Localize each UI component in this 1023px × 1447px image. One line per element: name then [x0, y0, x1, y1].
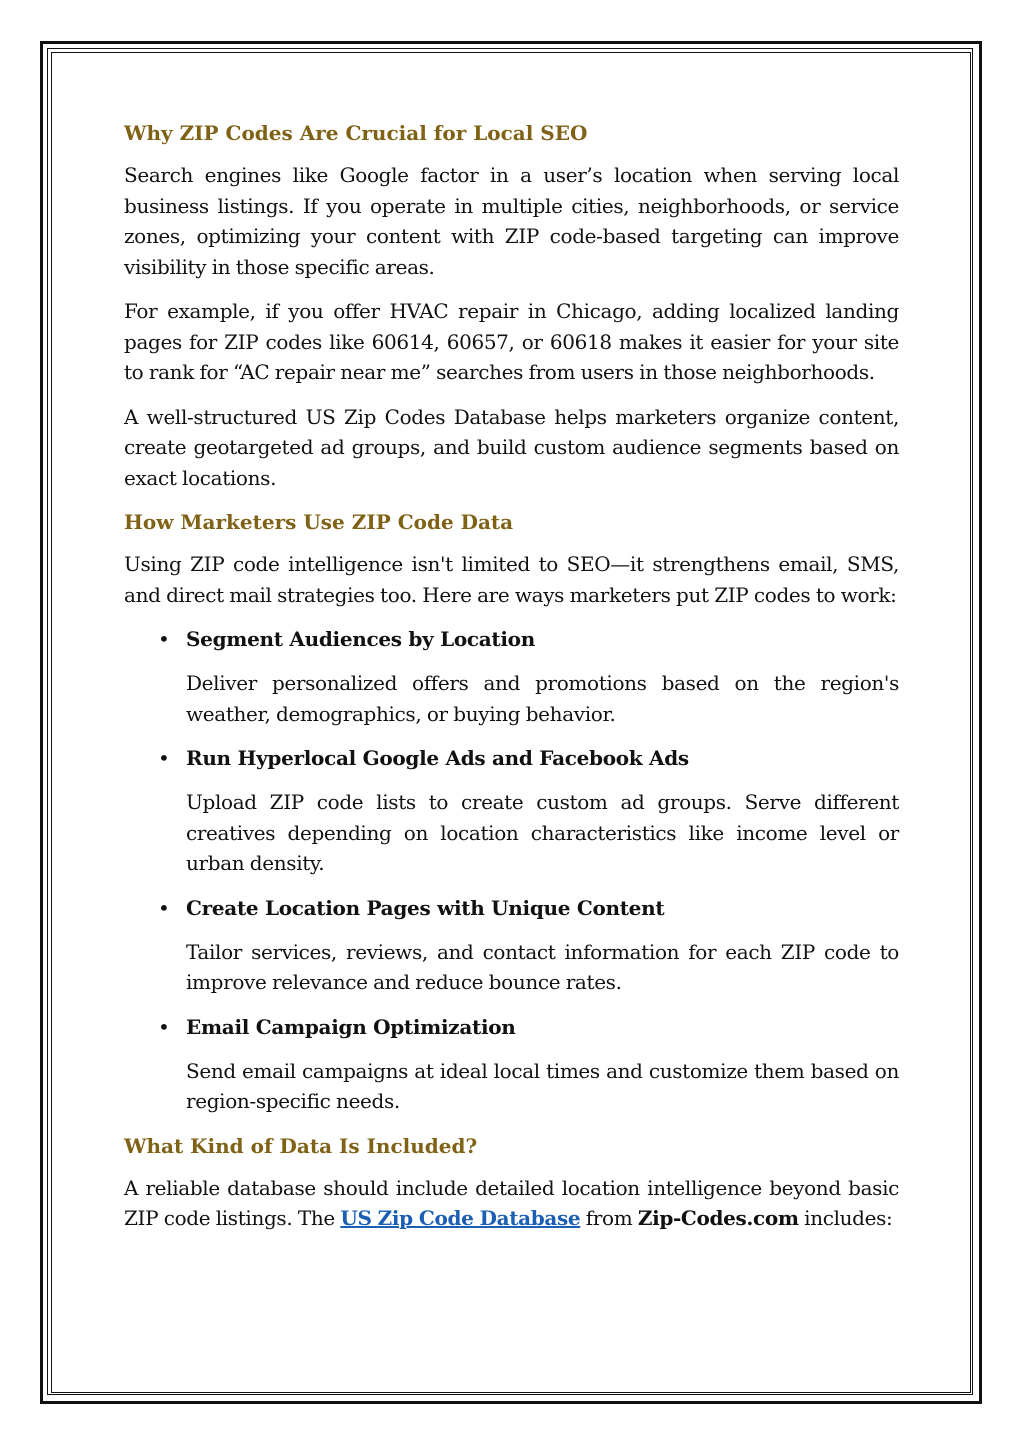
list-item [124, 893, 899, 998]
paragraph-local-seo-1: Search engines like Google factor in a user’s location when serving local business listings. If you operate in multiple cities, neighborhoods, or service zones, optimizing your content with ZIP code-based targeting can improve visibility in those specific areas. [124, 163, 899, 279]
bullet-title: Run Hyperlocal Google Ads and Facebook Ads [186, 746, 689, 770]
bullet-icon: • [158, 746, 170, 770]
bullet-icon: • [158, 1014, 170, 1039]
list-item [124, 624, 899, 729]
closing-text-start: A reliable database should include detailed location intelligence beyond basic ZIP code listings. The [124, 1175, 899, 1230]
paragraph-local-seo-2: For example, if you offer HVAC repair in Chicago, adding localized landing pages for ZIP codes like 60614, 60657, or 60618 makes it easier for your site to rank for “AC repair near me” searches from users in those neighborhoods. [124, 299, 899, 384]
bullet-icon: • [158, 895, 170, 920]
heading-local-seo: Why ZIP Codes Are Crucial for Local SEO [124, 121, 588, 145]
bullet-description: Send email campaigns at ideal local times and customize them based on region-specific needs. [186, 1058, 899, 1113]
bullet-description: Deliver personalized offers and promotions based on the region's weather, demographics, or buying behavior. [186, 671, 899, 726]
paragraph-data-included [124, 1173, 899, 1234]
document-content [124, 118, 899, 1248]
list-item [124, 1012, 899, 1117]
bullet-title: Segment Audiences by Location [186, 627, 535, 651]
heading-data-included: What Kind of Data Is Included? [124, 1133, 478, 1158]
paragraph-marketers-intro: Using ZIP code intelligence isn't limited to SEO—it strengthens email, SMS, and direct mail strategies too. Here are ways marketers put ZIP codes to work: [124, 552, 899, 607]
heading-marketers-use: How Marketers Use ZIP Code Data [124, 510, 514, 534]
bullet-description: Tailor services, reviews, and contact information for each ZIP code to improve relevance and reduce bounce rates. [186, 939, 899, 994]
bullet-title: Create Location Pages with Unique Content [186, 895, 665, 920]
bullet-icon: • [158, 627, 170, 651]
bullet-title: Email Campaign Optimization [186, 1014, 516, 1039]
bullet-description: Upload ZIP code lists to create custom ad groups. Serve different creatives depending on location characteristics like income level or urban density. [186, 790, 899, 875]
closing-text-from: from [580, 1206, 638, 1230]
us-zip-code-database-link[interactable]: US Zip Code Database [340, 1206, 581, 1230]
paragraph-local-seo-3: A well-structured US Zip Codes Database helps marketers organize content, create geotargeted ad groups, and build custom audience segments based on exact locations. [124, 404, 899, 490]
list-item [124, 743, 899, 879]
brand-name: Zip-Codes.com [637, 1206, 799, 1230]
closing-text-end: includes: [798, 1206, 893, 1230]
marketing-uses-list [124, 624, 899, 1117]
